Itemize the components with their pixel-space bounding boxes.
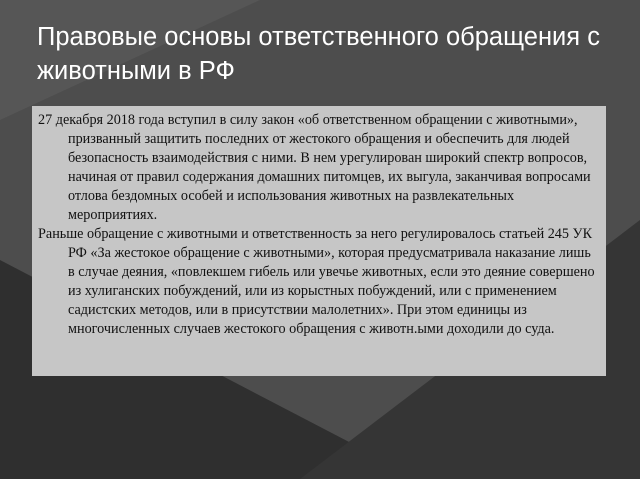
paragraph-1: 27 декабря 2018 года вступил в силу закон «об ответственном обращении с животными», призванный защитить последних от жестокого обращения и обеспечить для людей безопасность взаимодействия с ними. В нем урегулирован широкий спектр вопросов, начиная от правил содержания домашних питомцев, их выгула, заканчивая вопросами отлова бездомных особей и использования животных на развлекательных мероприятиях. (38, 112, 591, 223)
paragraph-2: Раньше обращение с животными и ответственность за него регулировалось статьей 245 УК РФ «За жестокое обращение с животными», которая предусматривала наказание лишь в случае деяния, «повлекшем гибель или увечье животных, если это деяние совершено из хулиганских побуждений, или из корыстных побуждений, или с применением садистских методов, или в присутствии малолетних». При этом единицы из многочисленных случаев жестокого обращения с животн.ыми доходили до суда. (38, 226, 595, 337)
slide-title: Правовые основы ответственного обращения с животными в РФ (37, 23, 600, 85)
slide-body (38, 111, 600, 339)
